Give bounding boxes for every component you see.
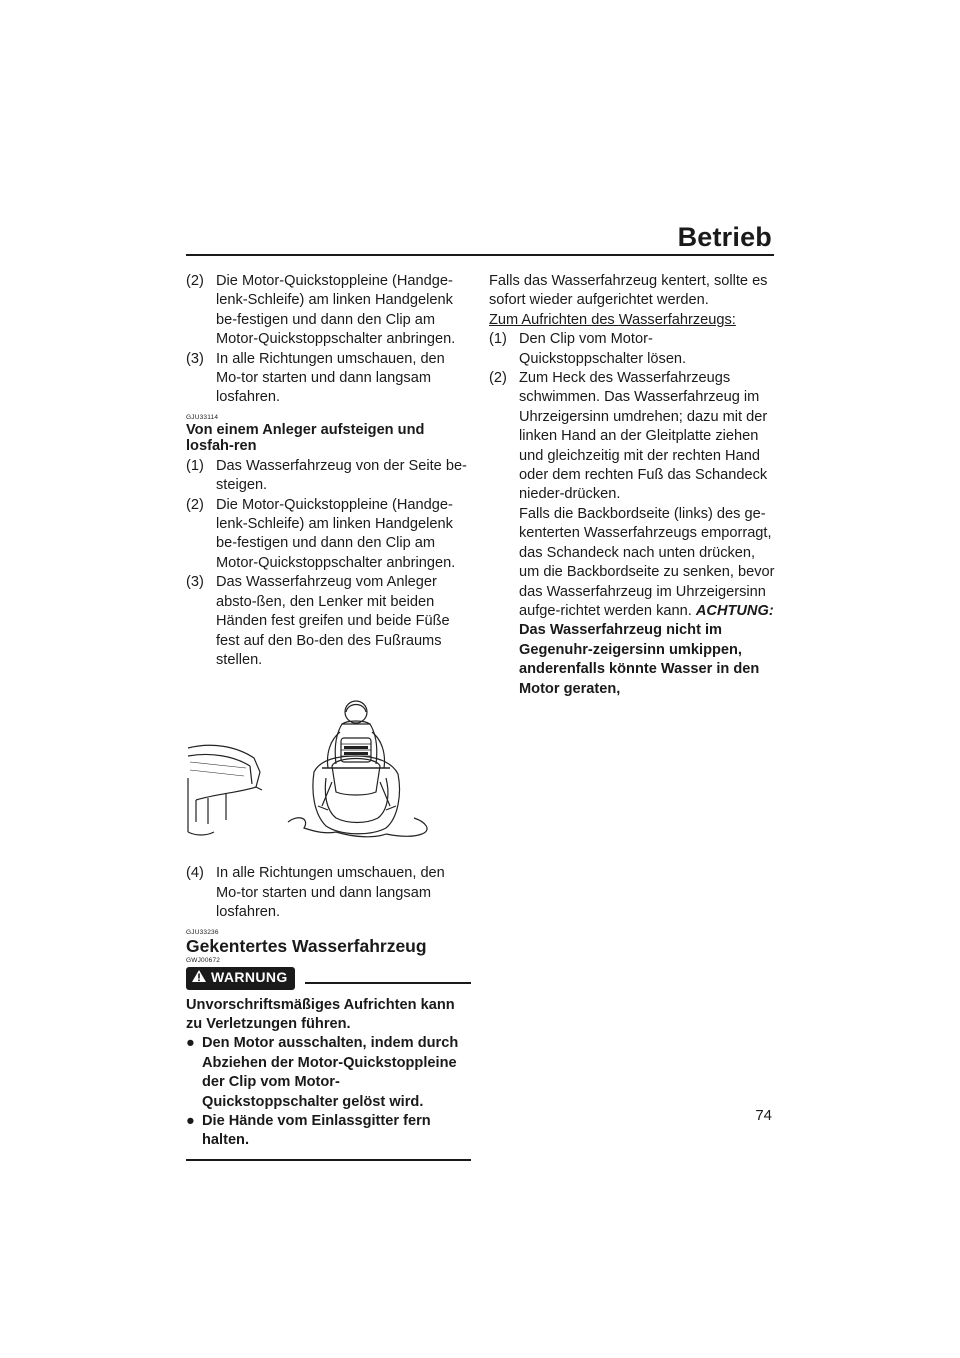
warning-badge: [186, 967, 295, 990]
header-rule: [186, 254, 774, 256]
intro-text: Falls das Wasserfahrzeug kentert, sollte es sofort wieder aufgerichtet werden.: [489, 273, 768, 309]
step-number: (3): [186, 350, 204, 367]
bullet-icon: ●: [186, 1035, 195, 1052]
step-text: Zum Heck des Wasserfahrzeugs schwimmen. Das Wasserfahrzeug im Uhrzeigersinn umdrehen; dazu mit der linken Hand an der Gleitplatte ziehen und gleichzeitig mit der rechten Hand oder dem rechten Fuß das Schandeck nieder-drücken.: [519, 370, 768, 503]
step-text: In alle Richtungen umschauen, den Mo-tor starten und dann langsam losfahren.: [216, 350, 445, 406]
warning-triangle-icon: [191, 969, 207, 987]
section-code: GJU33114: [186, 413, 219, 421]
list-item: [186, 864, 471, 922]
step-text: Die Motor-Quickstoppleine (Handge-lenk-Schleife) am linken Handgelenk be-festigen und dann den Clip am Motor-Quickstoppschalter anbringen.: [216, 273, 456, 348]
warning-code: GWJ00672: [186, 956, 221, 964]
step-text: Den Clip vom Motor-Quickstoppschalter lösen.: [519, 331, 687, 367]
right-column: [489, 272, 775, 699]
subheading: Zum Aufrichten des Wasserfahrzeugs:: [489, 311, 736, 328]
warning-body: [186, 996, 471, 1151]
bullet-text: Den Motor ausschalten, indem durch Abziehen der Motor-Quickstoppleine der Clip vom Motor-Quickstoppschalter gelöst wird.: [202, 1035, 459, 1110]
step-text: In alle Richtungen umschauen, den Mo-tor starten und dann langsam losfahren.: [216, 865, 445, 921]
page-number: 74: [755, 1107, 772, 1124]
list-item: [186, 457, 471, 496]
illustration-rider-on-watercraft: [186, 682, 471, 850]
step-text-b: Falls die Backbordseite (links) des ge-kenterten Wasserfahrzeugs emporragt, das Schandeck nach unten drücken, um die Backbordseite zu senken, bevor das Wasserfahrzeug im Uhrzeigersinn aufge-richtet werden kann.: [519, 505, 775, 619]
step-text: Die Motor-Quickstoppleine (Handge-lenk-Schleife) am linken Handgelenk be-festigen und dann den Clip am Motor-Quickstoppschalter anbringen.: [216, 496, 456, 571]
section-code: GJU33236: [186, 928, 219, 936]
step-number: (2): [186, 273, 204, 289]
bullet-text: Die Hände vom Einlassgitter fern halten.: [202, 1112, 431, 1149]
section-heading: Gekentertes Wasserfahrzeug: [186, 935, 427, 956]
step-number: (2): [186, 496, 204, 513]
step-text: Das Wasserfahrzeug vom Anleger absto-ßen, den Lenker mit beiden Händen fest greifen und beide Füße fest auf den Bo-den des Fußraums stellen.: [216, 574, 450, 668]
list-item: [186, 350, 471, 408]
list-item: [186, 1034, 471, 1112]
list-item: [489, 369, 775, 699]
list-item: [186, 1112, 471, 1151]
list-item: [489, 330, 775, 369]
warning-text: Unvorschriftsmäßiges Aufrichten kann zu Verletzungen führen.: [186, 996, 455, 1032]
section-heading: Von einem Anleger aufsteigen und losfah-ren: [186, 421, 425, 454]
warning-rule: [305, 982, 471, 984]
step-text: Das Wasserfahrzeug von der Seite be-steigen.: [216, 457, 467, 494]
list-item: [186, 573, 471, 670]
step-number: (1): [489, 331, 507, 348]
left-column: [186, 272, 471, 1161]
page-title: Betrieb: [677, 222, 772, 252]
step-text-continued: [519, 505, 775, 699]
step-number: (4): [186, 865, 204, 882]
caution-label: ACHTUNG:: [695, 602, 774, 619]
step-number: (2): [489, 370, 507, 387]
caution-text: Das Wasserfahrzeug nicht im Gegenuhr-zeigersinn umkippen, anderenfalls könnte Wasser in den Motor geraten,: [519, 622, 760, 697]
step-number: (3): [186, 574, 204, 591]
list-item: [186, 496, 471, 574]
list-item: [186, 272, 471, 350]
bullet-icon: ●: [186, 1112, 195, 1129]
warning-header: [186, 967, 471, 990]
step-number: (1): [186, 457, 204, 474]
warning-label: WARNUNG: [211, 969, 288, 986]
warning-bottom-rule: [186, 1159, 471, 1161]
